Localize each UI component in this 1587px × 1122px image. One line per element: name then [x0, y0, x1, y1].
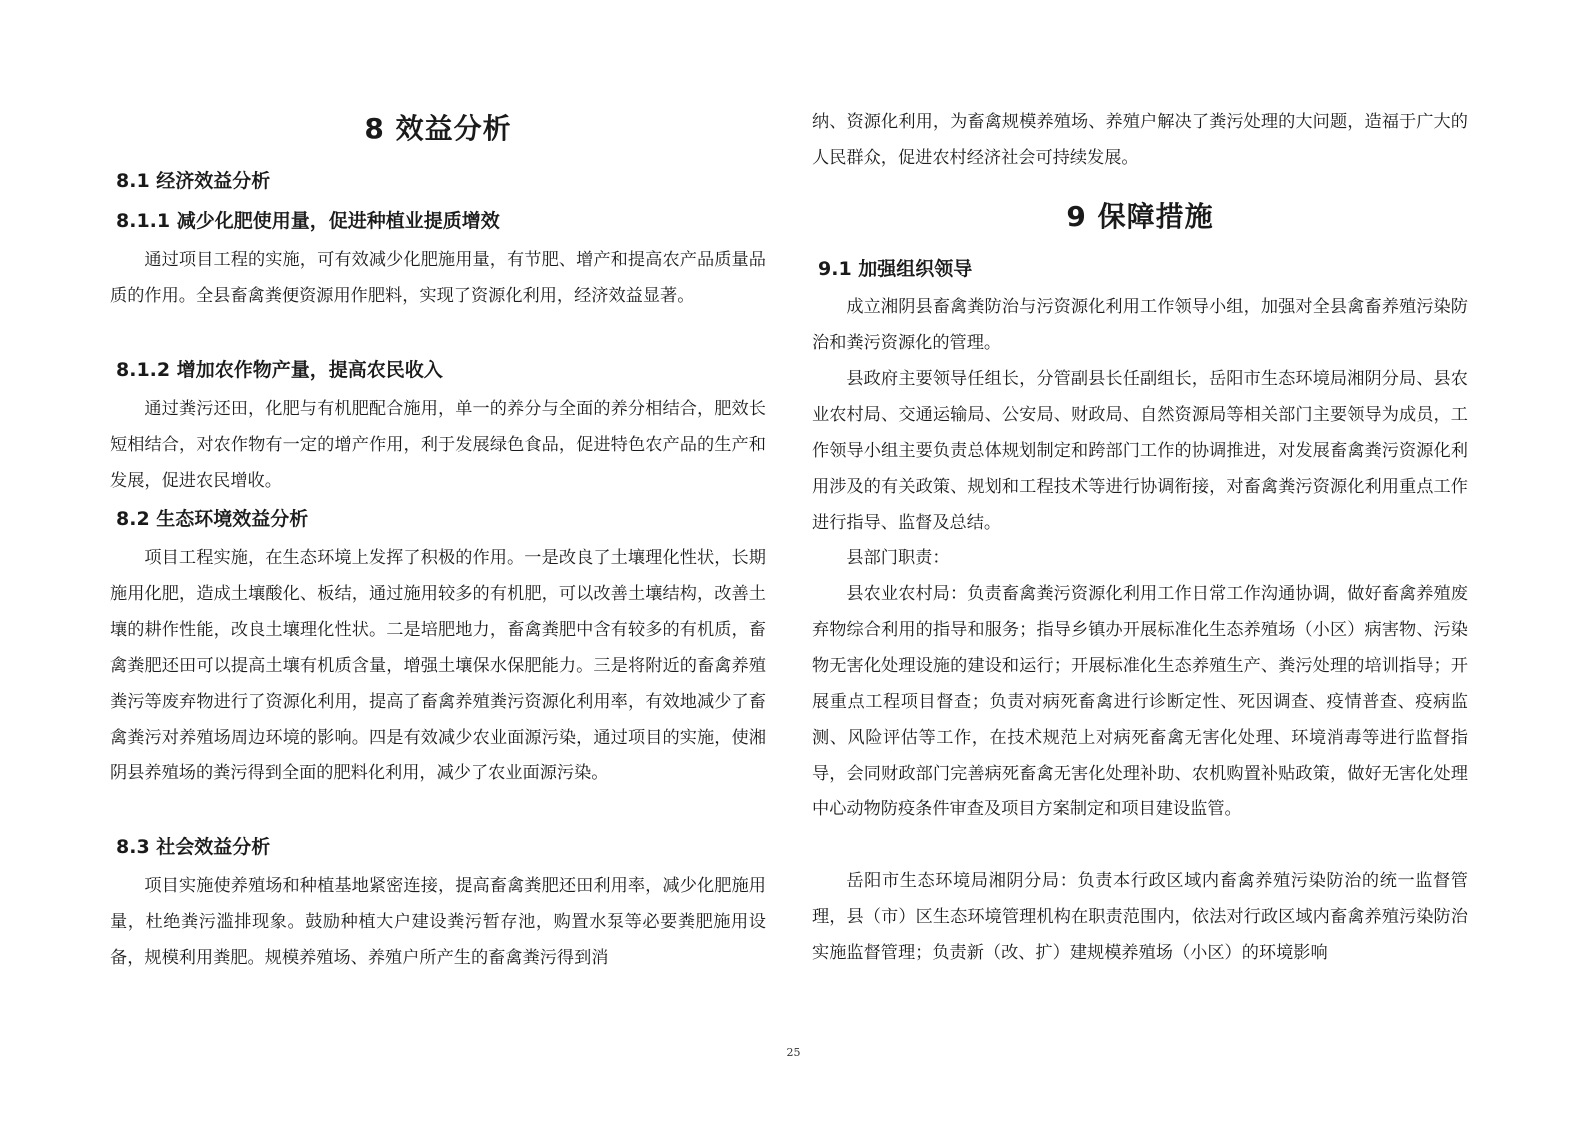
- section-8-1-2-heading: 8.1.2 增加农作物产量，提高农民收入: [116, 359, 443, 381]
- chapter-9-title: 9 保障措施: [1066, 200, 1214, 233]
- paragraph-8-2: 项目工程实施，在生态环境上发挥了积极的作用。一是改良了土壤理化性状，长期施用化肥，造成土壤酸化、板结，通过施用较多的有机肥，可以改善土壤结构，改善土壤的耕作性能，改良土壤理化性状。二是培肥地力，畜禽粪肥中含有较多的有机质，畜禽粪肥还田可以提高土壤有机质含量，增强土壤保水保肥能力。三是将附近的畜禽养殖粪污等废弃物进行了资源化利用，提高了畜禽养殖粪污资源化利用率，有效地减少了畜禽粪污对养殖场周边环境的影响。四是有效减少农业面源污染，通过项目的实施，使湘阴县养殖场的粪污得到全面的肥料化利用，减少了农业面源污染。: [110, 548, 766, 784]
- paragraph-agriculture-bureau: 县农业农村局：负责畜禽粪污资源化利用工作日常工作沟通协调，做好畜禽养殖废弃物综合利用的指导和服务；指导乡镇办开展标准化生态养殖场（小区）病害物、污染物无害化处理设施的建设和运行；开展标准化生态养殖生产、粪污处理的培训指导；开展重点工程项目督查；负责对病死畜禽进行诊断定性、死因调查、疫情普查、疫病监测、风险评估等工作，在技术规范上对病死畜禽无害化处理、环境消毒等进行监督指导，会同财政部门完善病死畜禽无害化处理补助、农机购置补贴政策，做好无害化处理中心动物防疫条件审查及项目方案制定和项目建设监管。: [812, 584, 1468, 820]
- paragraph-8-1-2: 通过粪污还田，化肥与有机肥配合施用，单一的养分与全面的养分相结合，肥效长短相结合，对农作物有一定的增产作用，利于发展绿色食品，促进特色农产品的生产和发展，促进农民增收。: [110, 399, 766, 491]
- paragraph-8-1-1: 通过项目工程的实施，可有效减少化肥施用量，有节肥、增产和提高农产品质量品质的作用。全县畜禽粪便资源用作肥料，实现了资源化利用，经济效益显著。: [110, 250, 766, 306]
- section-8-3-heading: 8.3 社会效益分析: [116, 836, 271, 858]
- section-9-1-heading: 9.1 加强组织领导: [818, 258, 973, 280]
- paragraph-county-duties: 县部门职责：: [846, 548, 950, 568]
- paragraph-9-1-a: 成立湘阴县畜禽粪防治与污资源化利用工作领导小组，加强对全县禽畜养殖污染防治和粪污资源化的管理。: [812, 297, 1468, 353]
- chapter-8-title: 8 效益分析: [364, 112, 512, 145]
- page-number: 25: [786, 1046, 801, 1059]
- section-8-1-1-heading: 8.1.1 减少化肥使用量，促进种植业提质增效: [116, 210, 500, 232]
- paragraph-9-1-b: 县政府主要领导任组长，分管副县长任副组长，岳阳市生态环境局湘阴分局、县农业农村局、交通运输局、公安局、财政局、自然资源局等相关部门主要领导为成员，工作领导小组主要负责总体规划制定和跨部门工作的协调推进，对发展畜禽粪污资源化利用涉及的有关政策、规划和工程技术等进行协调衔接，对畜禽粪污资源化利用重点工作进行指导、监督及总结。: [812, 369, 1468, 533]
- paragraph-8-3-continued: 纳、资源化利用，为畜禽规模养殖场、养殖户解决了粪污处理的大问题，造福于广大的人民群众，促进农村经济社会可持续发展。: [812, 112, 1468, 168]
- paragraph-8-3: 项目实施使养殖场和种植基地紧密连接，提高畜禽粪肥还田利用率，减少化肥施用量，杜绝粪污滥排现象。鼓励种植大户建设粪污暂存池，购置水泵等必要粪肥施用设备，规模利用粪肥。规模养殖场、养殖户所产生的畜禽粪污得到消: [110, 876, 766, 968]
- section-8-2-heading: 8.2 生态环境效益分析: [116, 508, 309, 530]
- section-8-1-heading: 8.1 经济效益分析: [116, 170, 271, 192]
- paragraph-environment-bureau: 岳阳市生态环境局湘阴分局：负责本行政区域内畜禽养殖污染防治的统一监督管理，县（市）区生态环境管理机构在职责范围内，依法对行政区域内畜禽养殖污染防治实施监督管理；负责新（改、扩）建规模养殖场（小区）的环境影响: [812, 871, 1468, 963]
